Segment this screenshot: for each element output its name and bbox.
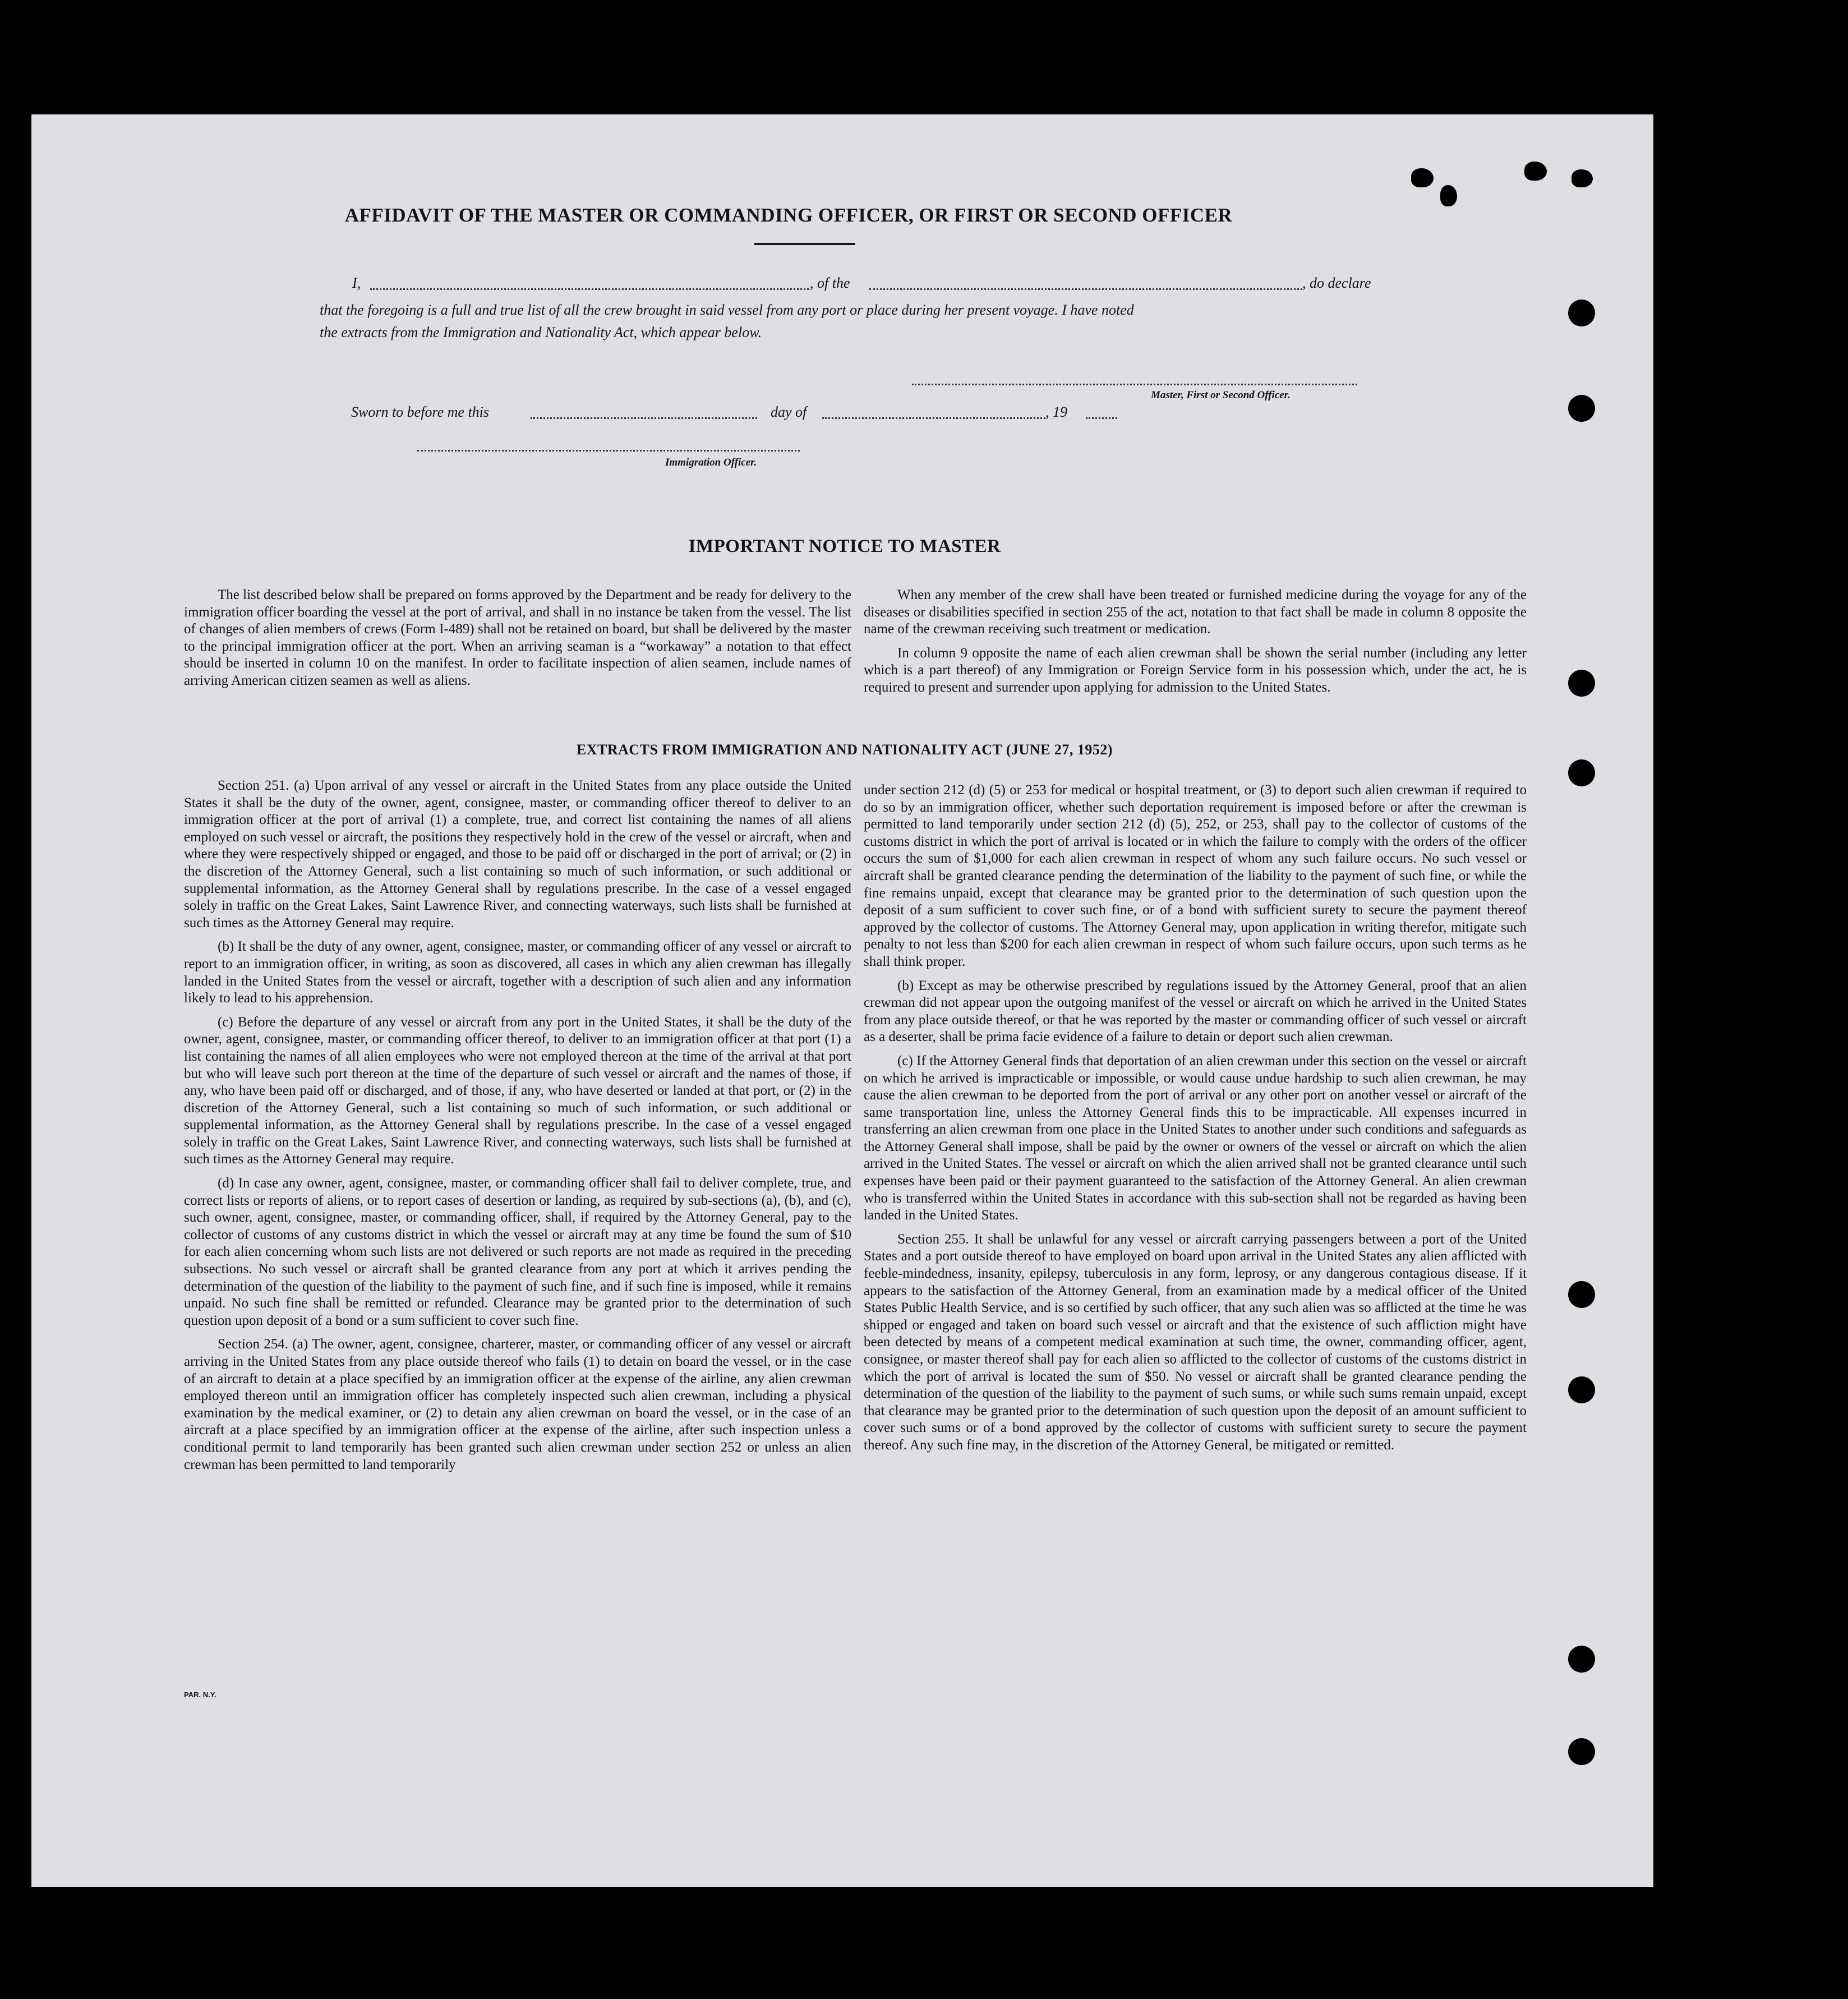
sworn-year-field[interactable] (1086, 417, 1117, 419)
notice-left-paragraph: The list described below shall be prepared on forms approved by the Department and be ready for delivery to the immigration officer boarding the vessel at the port of arrival, and shall in no instance be taken from the vessel. The list of changes of alien members of crews (Form I-489) shall not be retained on board, but shall be delivered by the master to the principal immigration officer at the port. When an arriving seaman is a “workaway” a notation to that effect should be inserted in column 10 on the manifest. In order to facilitate inspection of alien seamen, include names of arriving American citizen seamen as well as aliens. (184, 587, 851, 688)
notice-title: IMPORTANT NOTICE TO MASTER (688, 536, 1001, 556)
extracts-title: EXTRACTS FROM IMMIGRATION AND NATIONALITY ACT (JUNE 27, 1952) (576, 741, 1113, 758)
day-of-label: day of (771, 404, 807, 420)
section-254-a: Section 254. (a) The owner, agent, consignee, charterer, master, or commanding officer of any vessel or aircraft arriving in the United States from any place outside thereof who fails (1) to detain on board the vessel, or in the case of an aircraft to detain at a place specified by an immigration officer at the expense of the airline, any alien crewman employed thereon until an immigration officer has completely inspected such alien crewman, including a physical examination by the medical examiner, or (2) to detain any alien crewman on board the vessel, or in the case of an aircraft at a place specified by an immigration officer at the expense of the airline, after such inspection unless a conditional permit to land temporarily has been granted such alien crewman under section 252 or unless an alien crewman has been permitted to land temporarily (184, 1337, 851, 1472)
punch-hole (1568, 759, 1595, 786)
punch-hole (1568, 395, 1595, 422)
ink-blot (1524, 162, 1547, 181)
punch-hole (1568, 1376, 1595, 1403)
do-declare-label: , do declare (1302, 275, 1371, 291)
extracts-left-column (184, 777, 851, 1480)
punch-hole (1568, 1281, 1595, 1308)
section-255: Section 255. It shall be unlawful for any vessel or aircraft carrying passengers between a port of the United States and a port outside thereof to have employed on board upon arrival in the United States any alien afflicted with feeble-mindedness, insanity, epilepsy, tuberculosis in any form, leprosy, or any dangerous contagious disease. If it appears to the satisfaction of the Attorney General, from an examination made by a medical officer of the United States Public Health Service, and is so certified by such officer, that any such alien was so afflicted at the time he was shipped or engaged and taken on board such vessel or aircraft and that the existence of such affliction might have been detected by means of a competent medical examination at such time, the owner, commanding officer, agent, consignee, or master thereof shall pay for each alien so afflicted to the collector of customs of the customs district in which the port of arrival is located the sum of $50. No vessel or aircraft shall be granted clearance pending the determination of the question of the liability to the payment of such sums, or while such sums remain unpaid, except that clearance may be granted prior to the determination of such question upon the deposit of an amount sufficient to cover such sums or of a bond approved by the collector of customs with sufficient surety to secure the payment thereof. Any such fine may, in the discretion of the Attorney General, be mitigated or remitted. (864, 1231, 1527, 1453)
statement-line-2: the extracts from the Immigration and Nationality Act, which appear below. (320, 324, 762, 340)
notice-right-paragraph-1: When any member of the crew shall have been treated or furnished medicine during the voyage for any of the diseases or disabilities specified in section 255 of the act, notation to that fact shall be made in column 8 opposite the name of the crewman receiving such treatment or medication. (864, 587, 1527, 637)
master-signature-field[interactable] (912, 384, 1357, 385)
section-254-c: (c) If the Attorney General finds that deportation of an alien crewman under this section on the vessel or aircraft on which he arrived is impracticable or impossible, or would cause undue hardship to such alien crewman, he may cause the alien crewman to be deported from the port of arrival or any other port on another vessel or aircraft of the same transportation line, unless the Attorney General finds this to be impracticable. All expenses incurred in transferring an alien crewman from one place in the United States to another under such conditions and safeguards as the Attorney General shall impose, shall be paid by the owner or owners of the vessel or aircraft on which the alien arrived in the United States. The vessel or aircraft on which the alien arrived shall not be granted clearance until such expenses have been paid or their payment guaranteed to the satisfaction of the Attorney General. An alien crewman who is transferred within the United States in accordance with this sub-section shall not be regarded as having been landed in the United States. (864, 1053, 1527, 1223)
section-251-d: (d) In case any owner, agent, consignee, master, or commanding officer shall fail to deliver complete, true, and correct lists or reports of aliens, or to report cases of desertion or landing, as required by sub-sections (a), (b), and (c), such owner, agent, consignee, master, or commanding officer, shall, if required by the Attorney General, pay to the collector of customs of any customs district in which the vessel or aircraft may at any time be found the sum of $10 for each alien concerning whom such lists are not delivered or such reports are not made as required in the preceding subsections. No such vessel or aircraft shall be granted clearance from any port at which it arrives pending the determination of the question of the liability to the payment of such fine, and if such fine is imposed, while it remains unpaid. No such fine shall be remitted or refunded. Clearance may be granted prior to the determination of such question upon deposit of a bond or a sum sufficient to cover such fine. (184, 1176, 851, 1328)
year-label: , 19 (1045, 404, 1067, 420)
i-label: I, (352, 275, 361, 291)
punch-hole (1568, 670, 1595, 697)
section-251-b: (b) It shall be the duty of any owner, agent, consignee, master, or commanding officer of any vessel or aircraft to report to an immigration officer, in writing, as soon as discovered, all cases in which any alien crewman has illegally landed in the United States from the vessel or aircraft, together with a description of such alien and any information likely to lead to his apprehension. (184, 939, 851, 1006)
sworn-day-field[interactable] (531, 417, 757, 419)
of-the-label: , of the (810, 275, 850, 291)
sworn-month-field[interactable] (822, 417, 1045, 419)
ink-blot (1411, 168, 1434, 187)
printer-mark: PAR. N.Y. (184, 1691, 216, 1699)
sworn-label: Sworn to before me this (351, 404, 490, 420)
notice-right-paragraph-2: In column 9 opposite the name of each alien crewman shall be shown the serial number (including any letter which is a part thereof) of any Immigration or Foreign Service form in his possession which, under the act, he is required to present and surrender upon applying for admission to the United States. (864, 645, 1527, 695)
punch-hole (1568, 1738, 1595, 1765)
title-underline (754, 243, 855, 245)
statement-line-1: that the foregoing is a full and true list of all the crew brought in said vessel from any port or place during her present voyage. I have noted (320, 302, 1134, 318)
notice-left-column (184, 587, 851, 697)
section-251-a: Section 251. (a) Upon arrival of any vessel or aircraft in the United States from any place outside the United States it shall be the duty of the owner, agent, consignee, master, or commanding officer thereof to deliver to an immigration officer at the port of arrival (1) a complete, true, and correct list containing the names of all aliens employed on such vessel or aircraft, the positions they respectively hold in the crew of the vessel or aircraft, when and where they were respectively shipped or engaged, and those to be paid off or discharged in the port of arrival; or (2) in the discretion of the Attorney General, such a list containing so much of such information, or such additional or supplemental information, as the Attorney General shall by regulations prescribe. In the case of a vessel engaged solely in traffic on the Great Lakes, Saint Lawrence River, and connecting waterways, such lists shall be furnished at such times as the Attorney General may require. (184, 778, 851, 931)
officer-signature-field[interactable] (417, 450, 800, 452)
name-field[interactable] (370, 288, 809, 290)
affidavit-title: AFFIDAVIT OF THE MASTER OR COMMANDING OFFICER, OR FIRST OR SECOND OFFICER (344, 204, 1233, 226)
notice-right-column (864, 587, 1527, 703)
master-signature-label: Master, First or Second Officer. (1151, 389, 1291, 401)
immigration-officer-label: Immigration Officer. (665, 457, 757, 468)
section-251-c: (c) Before the departure of any vessel or aircraft from any port in the United States, it shall be the duty of the owner, agent, consignee, master, or commanding officer thereof, to deliver to an immigration officer at that port (1) a list containing the names of all alien employees who were not employed thereon at the time of the arrival at that port but who will leave such port thereon at the time of the departure of such vessel or aircraft and the names of those, if any, who have been paid off or discharged, and of those, if any, who have deserted or landed at that port, or (2) in the discretion of the Attorney General, such a list containing so much of such information, or such additional or supplemental information, as the Attorney General shall by regulations prescribe. In the case of a vessel engaged solely in traffic on the Great Lakes, Saint Lawrence River, and connecting waterways, such lists shall be furnished at such times as the Attorney General may require. (184, 1014, 851, 1167)
section-254-a-continued: under section 212 (d) (5) or 253 for medical or hospital treatment, or (3) to deport such alien crewman if required to do so by an immigration officer, whether such deportation requirement is imposed before or after the crewman is permitted to land temporarily under section 212 (d) (5), 252, or 253, shall pay to the collector of customs of the customs district in which the port of arrival is located or in which the failure to comply with the orders of the officer occurs the sum of $1,000 for each alien crewman in respect of whom any such failure occurs. No such vessel or aircraft shall be granted clearance pending the determination of the liability to the payment of such fine, or while the fine remains unpaid, except that clearance may be granted prior to the determination of such question upon the deposit of a sum sufficient to cover such fine, or of a bond with sufficient surety to secure the payment thereof approved by the collector of customs. The Attorney General may, upon application in writing therefor, mitigate such penalty to not less than $200 for each alien crewman in respect of whom such failure occurs, upon such terms as he shall think proper. (864, 782, 1527, 969)
document-page (31, 114, 1653, 1887)
punch-hole (1568, 1646, 1595, 1673)
ink-blot (1440, 185, 1457, 206)
section-254-b: (b) Except as may be otherwise prescribed by regulations issued by the Attorney General, proof that an alien crewman did not appear upon the outgoing manifest of the vessel or aircraft on which he arrived in the United States from any place outside thereof, or that he was reported by the master or commanding officer of such vessel or aircraft as a deserter, shall be prima facie evidence of a failure to detain or deport such alien crewman. (864, 978, 1527, 1045)
ink-blot (1572, 169, 1593, 187)
punch-hole (1568, 300, 1595, 326)
extracts-right-column (864, 782, 1527, 1461)
vessel-field[interactable] (869, 288, 1302, 290)
